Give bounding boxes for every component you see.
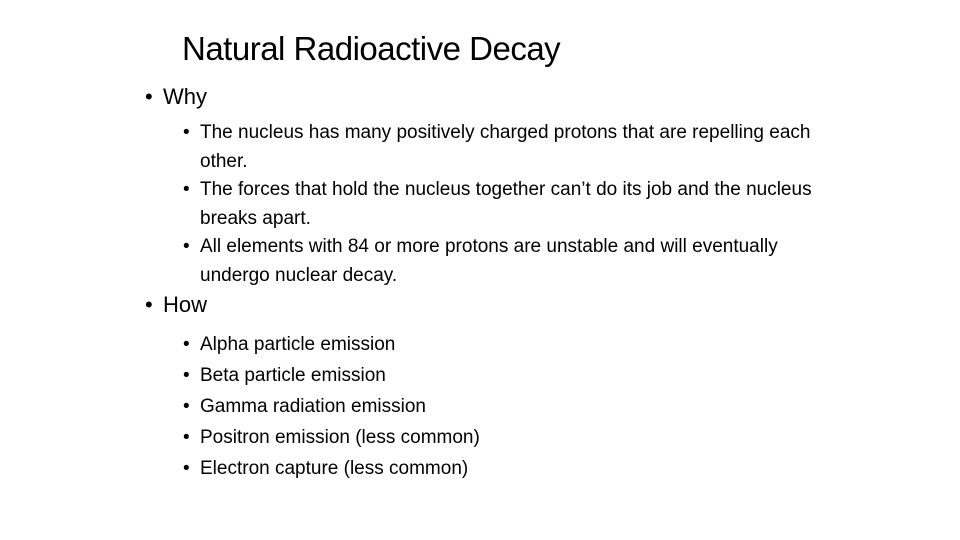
how-item: • Beta particle emission — [183, 360, 820, 391]
why-item: • All elements with 84 or more protons are unstable and will eventually undergo nuclear decay. — [183, 233, 820, 290]
how-heading: • How — [145, 292, 207, 318]
how-section — [145, 292, 207, 318]
how-list — [183, 329, 820, 484]
how-item: • Positron emission (less common) — [183, 422, 820, 453]
why-list — [183, 119, 820, 290]
how-item: • Gamma radiation emission — [183, 391, 820, 422]
why-section — [145, 84, 207, 110]
slide-title: Natural Radioactive Decay — [182, 30, 561, 67]
why-item: • The forces that hold the nucleus together can’t do its job and the nucleus breaks apart. — [183, 176, 820, 233]
why-item: • The nucleus has many positively charged protons that are repelling each other. — [183, 119, 820, 176]
why-heading: • Why — [145, 84, 207, 110]
how-item: • Alpha particle emission — [183, 329, 820, 360]
how-item: • Electron capture (less common) — [183, 453, 820, 484]
